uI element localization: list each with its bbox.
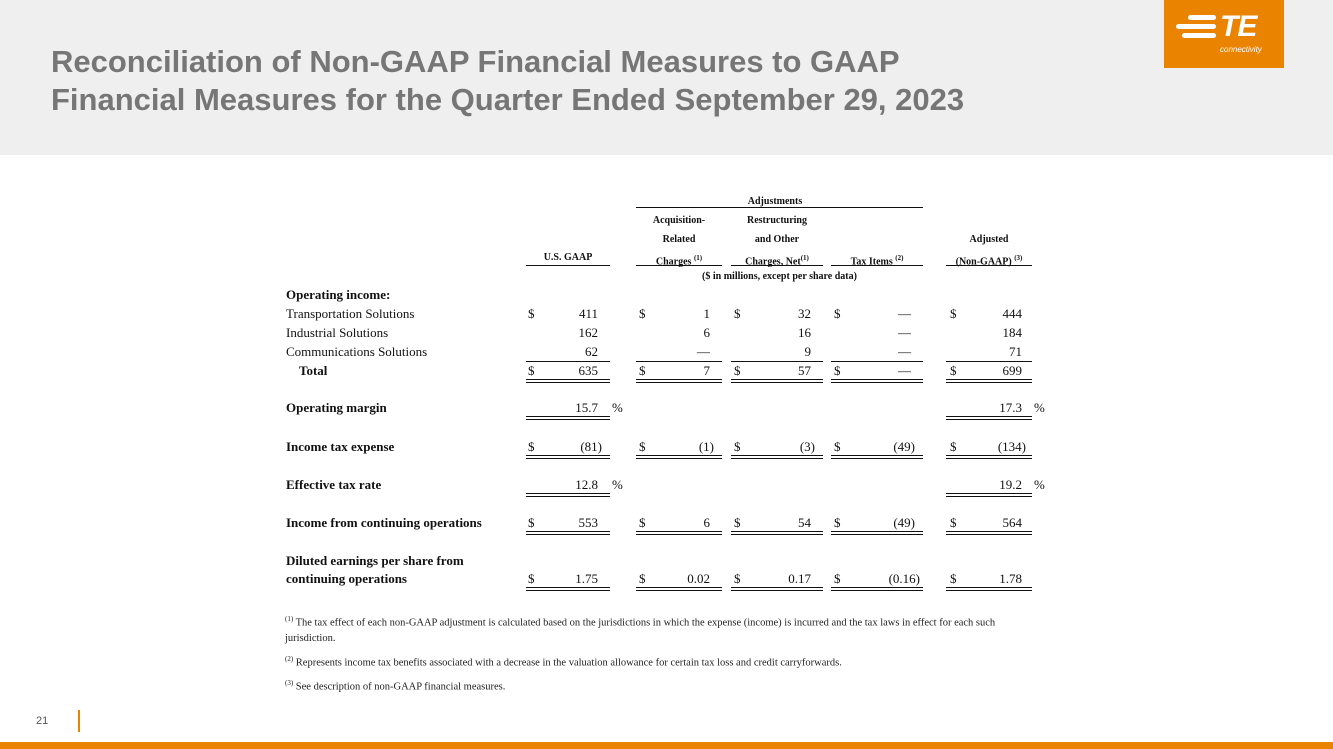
rate-double-rule (946, 493, 1032, 497)
dollar-sign: $ (834, 439, 841, 454)
acq-value: 7 (703, 363, 710, 378)
adjustments-rule (636, 207, 923, 208)
row-label: Income from continuing operations (286, 515, 482, 530)
total-double-rule (946, 379, 1032, 383)
total-double-rule (636, 379, 722, 383)
gaap-header: U.S. GAAP (543, 252, 593, 263)
adj-value: 564 (1002, 515, 1022, 530)
res-value: 54 (798, 515, 811, 530)
eps-double-rule (946, 587, 1032, 591)
dollar-sign: $ (834, 571, 841, 586)
adj-value: 17.3 (999, 400, 1022, 415)
margin-double-rule (946, 416, 1032, 420)
header-band (0, 0, 1333, 155)
income-double-rule (946, 531, 1032, 535)
tax-header: Tax Items $^{(2)}$ (850, 254, 904, 268)
dollar-sign: $ (639, 439, 646, 454)
tax-value: — (898, 306, 911, 321)
acq-value: — (697, 344, 710, 359)
res-value: 16 (798, 325, 811, 340)
subtotal-rule (731, 361, 823, 362)
percent-sign: % (1034, 400, 1045, 415)
dollar-sign: $ (950, 363, 957, 378)
title-line-1: Reconciliation of Non-GAAP Financial Measures to GAAP (51, 44, 900, 79)
tax-value: (49) (893, 515, 915, 530)
footer-accent-bar (0, 742, 1333, 749)
logo-subtitle: connectivity (1220, 45, 1262, 54)
adj-header-2: (Non-GAAP) $^{(3)}$ (955, 254, 1023, 268)
res-value: 9 (804, 344, 811, 359)
total-double-rule (526, 379, 610, 383)
footnotes (285, 612, 1045, 701)
adj-value: 444 (1002, 306, 1022, 321)
acq-value: 0.02 (687, 571, 710, 586)
row-label-line-1: Diluted earnings per share from (286, 553, 464, 568)
gaap-value: 411 (578, 306, 598, 321)
gaap-value: (81) (580, 439, 602, 454)
subtotal-rule (526, 361, 610, 362)
section-operating-income: Operating income: (286, 287, 391, 302)
tax-value: — (898, 325, 911, 340)
acq-header-rule (636, 265, 722, 266)
subtotal-rule (831, 361, 923, 362)
res-value: 57 (798, 363, 811, 378)
eps-double-rule (526, 587, 610, 591)
margin-double-rule (526, 416, 610, 420)
dollar-sign: $ (639, 515, 646, 530)
gaap-value: 162 (578, 325, 598, 340)
acq-value: 6 (703, 515, 710, 530)
income-double-rule (831, 531, 923, 535)
adj-value: 71 (1009, 344, 1022, 359)
adj-value: 699 (1002, 363, 1022, 378)
row-label-line-2: continuing operations (286, 571, 407, 586)
acq-value: (1) (698, 439, 714, 454)
dollar-sign: $ (834, 515, 841, 530)
row-label: Communications Solutions (286, 344, 428, 359)
income-double-rule (526, 531, 610, 535)
res-header-rule (731, 265, 823, 266)
dollar-sign: $ (950, 515, 957, 530)
adj-header-rule (946, 265, 1032, 266)
tax-header-rule (831, 265, 923, 266)
te-stripes-icon (1174, 12, 1218, 42)
tax-double-rule (636, 455, 722, 459)
tax-value: — (898, 344, 911, 359)
subtotal-rule (636, 361, 722, 362)
tax-double-rule (526, 455, 610, 459)
title-line-2: Financial Measures for the Quarter Ended September 29, 2023 (51, 82, 965, 117)
dollar-sign: $ (639, 571, 646, 586)
acq-value: 1 (703, 306, 710, 321)
adj-header-1: Adjusted (969, 234, 1009, 245)
row-label: Operating margin (286, 400, 387, 415)
res-value: 32 (798, 306, 811, 321)
units-note: ($ in millions, except per share data) (702, 271, 857, 282)
percent-sign: % (612, 477, 623, 492)
dollar-sign: $ (734, 439, 741, 454)
tax-value: — (898, 363, 911, 378)
percent-sign: % (1034, 477, 1045, 492)
tax-double-rule (831, 455, 923, 459)
row-label: Income tax expense (286, 439, 395, 454)
acq-value: 6 (703, 325, 710, 340)
adj-value: 1.78 (999, 571, 1022, 586)
res-value: (3) (799, 439, 815, 454)
page-number: 21 (36, 715, 49, 727)
page-number-divider (78, 710, 80, 732)
gaap-value: 635 (578, 363, 598, 378)
dollar-sign: $ (734, 515, 741, 530)
tax-double-rule (946, 455, 1032, 459)
res-header-1: Restructuring (747, 215, 807, 226)
row-label: Industrial Solutions (286, 325, 389, 340)
dollar-sign: $ (950, 439, 957, 454)
dollar-sign: $ (734, 571, 741, 586)
logo-mark: TE (1220, 10, 1257, 43)
tax-double-rule (731, 455, 823, 459)
dollar-sign: $ (528, 363, 535, 378)
dollar-sign: $ (528, 571, 535, 586)
dollar-sign: $ (834, 306, 841, 321)
dollar-sign: $ (528, 439, 535, 454)
adj-value: 19.2 (999, 477, 1022, 492)
page-title (51, 43, 964, 119)
gaap-value: 12.8 (575, 477, 598, 492)
adjustments-header: Adjustments (747, 196, 803, 207)
footnote-3: $^{(3)}$ See description of non-GAAP financial measures. (285, 679, 506, 693)
gaap-value: 553 (578, 515, 598, 530)
gaap-value: 15.7 (575, 400, 598, 415)
acq-header-2: Related (662, 234, 696, 245)
income-double-rule (731, 531, 823, 535)
gaap-header-rule (526, 265, 610, 266)
percent-sign: % (612, 400, 623, 415)
subtotal-rule (946, 361, 1032, 362)
footnote-1: $^{(1)}$ The tax effect of each non-GAAP adjustment is calculated based on the jurisdictions in which the expense (income) is incurred and the tax laws in effect for each such jurisdiction. (285, 615, 996, 644)
dollar-sign: $ (734, 306, 741, 321)
eps-double-rule (636, 587, 722, 591)
gaap-value: 1.75 (575, 571, 598, 586)
dollar-sign: $ (734, 363, 741, 378)
eps-double-rule (831, 587, 923, 591)
dollar-sign: $ (950, 306, 957, 321)
row-label: Transportation Solutions (286, 306, 415, 321)
dollar-sign: $ (528, 515, 535, 530)
dollar-sign: $ (528, 306, 535, 321)
res-header-2: and Other (754, 234, 800, 245)
eps-double-rule (731, 587, 823, 591)
dollar-sign: $ (639, 363, 646, 378)
gaap-value: 62 (585, 344, 598, 359)
adj-value: (134) (997, 439, 1026, 454)
dollar-sign: $ (639, 306, 646, 321)
total-double-rule (831, 379, 923, 383)
dollar-sign: $ (834, 363, 841, 378)
dollar-sign: $ (950, 571, 957, 586)
acq-header-3: Charges $^{(1)}$ (655, 254, 703, 268)
total-double-rule (731, 379, 823, 383)
footnote-2: $^{(2)}$ Represents income tax benefits associated with a decrease in the valuation allowance for certain tax loss and credit carryforwards. (285, 654, 842, 668)
acq-header-1: Acquisition- (652, 215, 706, 226)
tax-value: (0.16) (888, 571, 920, 586)
row-label: Total (299, 363, 328, 378)
adj-value: 184 (1002, 325, 1022, 340)
row-label: Effective tax rate (286, 477, 382, 492)
income-double-rule (636, 531, 722, 535)
res-header-3: Charges, Net$^{(1)}$ (745, 254, 809, 268)
tax-value: (49) (893, 439, 915, 454)
res-value: 0.17 (788, 571, 811, 586)
rate-double-rule (526, 493, 610, 497)
te-connectivity-logo (1164, 0, 1284, 68)
